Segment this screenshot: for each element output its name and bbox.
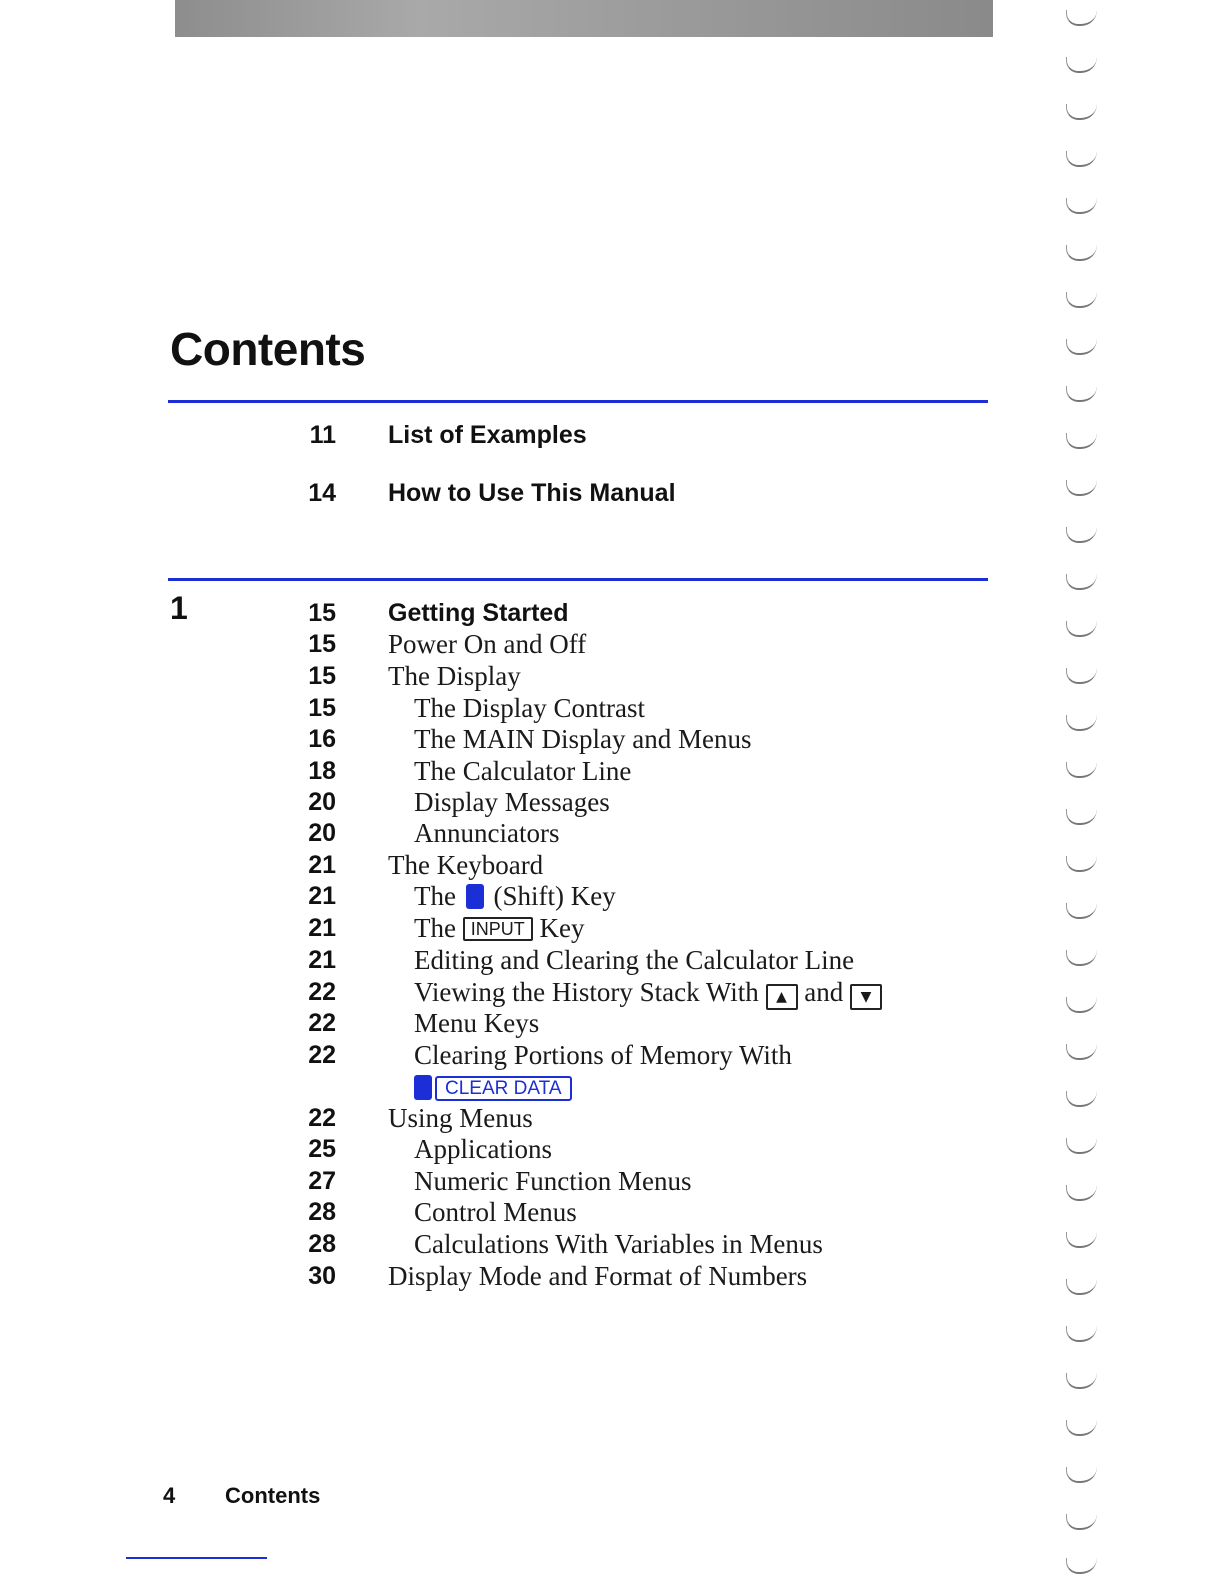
toc-entry-title: Editing and Clearing the Calculator Line: [414, 945, 855, 975]
toc-entry-text: Key: [539, 913, 585, 943]
chapter-number: 1: [170, 590, 188, 626]
toc-entry-text: and: [804, 977, 844, 1007]
toc-page-number: 28: [308, 1198, 336, 1226]
footer-label: Contents: [225, 1483, 321, 1508]
toc-entry-text: The: [414, 913, 456, 943]
toc-page-number: 14: [308, 479, 336, 507]
toc-page-number: 22: [308, 1009, 336, 1037]
toc-page-number: 30: [308, 1262, 336, 1290]
toc-entry-title: Using Menus: [388, 1103, 533, 1133]
toc-entry-title: Display Messages: [414, 787, 610, 817]
toc-entry-title: The Display: [388, 661, 521, 691]
toc-entry-title: Control Menus: [414, 1197, 577, 1227]
toc-entry-title: How to Use This Manual: [388, 479, 676, 507]
toc-entry-title: [414, 913, 584, 943]
toc-page-number: 20: [308, 788, 336, 816]
toc-entry-title: [414, 1072, 572, 1102]
toc-entry-title: Applications: [414, 1134, 552, 1164]
toc-page-number: 15: [308, 599, 336, 627]
up-arrow-key-icon: ▲: [766, 984, 798, 1010]
toc-page-number: 21: [308, 914, 336, 942]
clear-data-menu-key-icon: CLEAR DATA: [435, 1076, 572, 1101]
toc-page-number: 15: [308, 630, 336, 658]
scan-top-bar: [175, 0, 993, 37]
toc-entry-title: Numeric Function Menus: [414, 1166, 692, 1196]
toc-entry-title: List of Examples: [388, 421, 587, 449]
toc-page-number: 15: [308, 694, 336, 722]
toc-entry-title: The Keyboard: [388, 850, 544, 880]
toc-entry-title: [414, 881, 616, 911]
shift-key-icon: [466, 884, 484, 909]
page-title: Contents: [170, 323, 366, 375]
input-key-icon: INPUT: [463, 917, 533, 941]
toc-page-number: 28: [308, 1230, 336, 1258]
toc-entry-title: Clearing Portions of Memory With: [414, 1040, 792, 1070]
toc-entry-title: Menu Keys: [414, 1008, 540, 1038]
toc-entry-title: The Display Contrast: [414, 693, 645, 723]
toc-entry-title: The Calculator Line: [414, 756, 632, 786]
toc-page-number: 15: [308, 662, 336, 690]
spiral-binding: [1066, 0, 1106, 1584]
toc-entry-text: Viewing the History Stack With: [414, 977, 759, 1007]
toc-entry-title: Getting Started: [388, 599, 569, 627]
toc-entry-title: [414, 977, 882, 1010]
footer-divider: [126, 1557, 267, 1559]
toc-page-number: 18: [308, 757, 336, 785]
toc-entry-title: The MAIN Display and Menus: [414, 724, 752, 754]
section-divider: [168, 578, 988, 581]
toc-page-number: 21: [308, 946, 336, 974]
toc-entry-title: Annunciators: [414, 818, 560, 848]
toc-page-number: 25: [308, 1135, 336, 1163]
toc-page-number: 20: [308, 819, 336, 847]
toc-page-number: 22: [308, 1041, 336, 1069]
toc-page-number: 22: [308, 1104, 336, 1132]
toc-page-number: 21: [308, 851, 336, 879]
toc-page-number: 21: [308, 882, 336, 910]
toc-entry-title: Calculations With Variables in Menus: [414, 1229, 823, 1259]
toc-entry-text: The: [414, 881, 456, 911]
shift-key-icon: [414, 1075, 432, 1100]
toc-entry-text: (Shift) Key: [493, 881, 616, 911]
toc-page-number: 27: [308, 1167, 336, 1195]
section-divider: [168, 400, 988, 403]
toc-page-number: 11: [309, 421, 336, 449]
down-arrow-key-icon: ▼: [850, 984, 882, 1010]
toc-entry-title: Display Mode and Format of Numbers: [388, 1261, 808, 1291]
footer-page-number: 4: [163, 1483, 176, 1508]
toc-entry-title: Power On and Off: [388, 629, 587, 659]
toc-page-number: 22: [308, 978, 336, 1006]
toc-page-number: 16: [308, 725, 336, 753]
